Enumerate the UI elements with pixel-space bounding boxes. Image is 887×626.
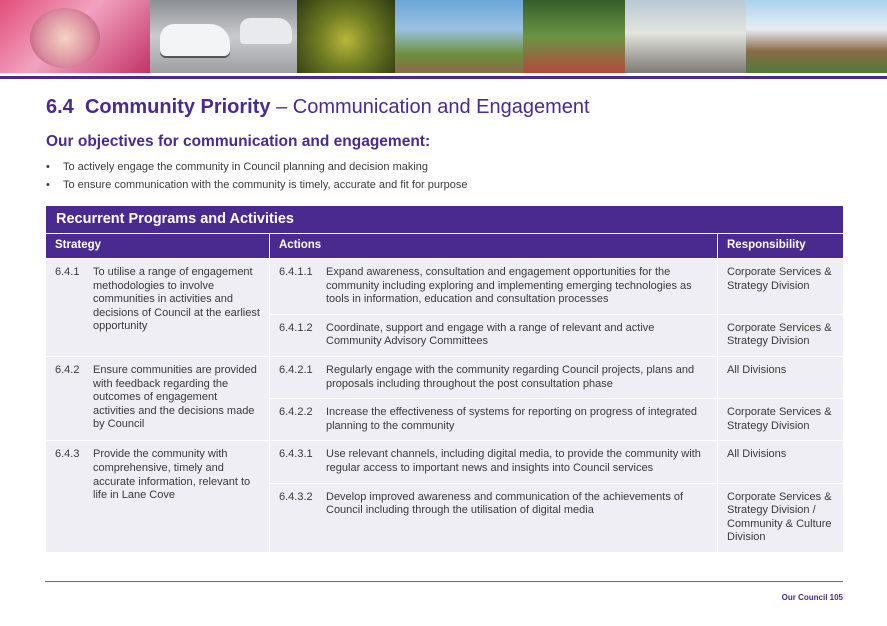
column-header-responsibility: Responsibility [718, 234, 844, 259]
responsibility-cell: Corporate Services & Strategy Division [718, 314, 844, 356]
objective-item: • To actively engage the community in Council planning and decision making [46, 158, 468, 176]
strategy-cell [46, 441, 270, 553]
frog-photo [297, 0, 395, 73]
action-code: 6.4.3.1 [279, 448, 313, 461]
action-cell [270, 259, 718, 315]
table-row [46, 259, 844, 315]
strategy-cell [46, 356, 270, 440]
responsibility-cell: All Divisions [718, 441, 844, 483]
page-footer: Our Council 105 [781, 593, 843, 602]
photo-banner [0, 0, 887, 79]
objectives-title: Our objectives for communication and engagement: [46, 133, 431, 150]
strategy-code: 6.4.3 [55, 448, 80, 461]
strategy-code: 6.4.1 [55, 266, 80, 278]
responsibility-cell: Corporate Services & Strategy Division [718, 399, 844, 441]
action-code: 6.4.1.1 [279, 266, 313, 278]
table-row [46, 441, 844, 483]
strategy-cell [46, 259, 270, 357]
strategy-text: To utilise a range of engagement methodologies to involve communities in activities and decisions of Council at the earliest opportunity [93, 266, 260, 333]
responsibility-cell: All Divisions [718, 356, 844, 398]
page-title [46, 96, 590, 119]
street-shoppers-photo [625, 0, 746, 73]
action-cell [270, 356, 718, 398]
section-priority: Community Priority [84, 96, 271, 118]
action-code: 6.4.2.2 [279, 406, 313, 419]
action-text: Coordinate, support and engage with a range of relevant and active Community Advisory Committees [326, 321, 655, 348]
electric-car-charging-photo [150, 0, 297, 73]
action-code: 6.4.1.2 [279, 321, 313, 334]
action-cell [270, 314, 718, 356]
action-cell [270, 399, 718, 441]
strategy-code: 6.4.2 [55, 363, 80, 376]
column-header-actions: Actions [270, 234, 718, 259]
responsibility-cell: Corporate Services & Strategy Division [718, 259, 844, 315]
objective-item: • To ensure communication with the community is timely, accurate and fit for purpose [46, 176, 468, 194]
plaza-photo [746, 0, 887, 73]
column-header-strategy: Strategy [46, 234, 270, 259]
table-band-title: Recurrent Programs and Activities [46, 206, 844, 234]
action-code: 6.4.2.1 [279, 363, 313, 376]
action-code: 6.4.3.2 [279, 490, 313, 503]
action-text: Use relevant channels, including digital media, to provide the community with regular access to important news and insights into Council services [326, 448, 701, 474]
strategy-text: Ensure communities are provided with feedback regarding the outcomes of engagement activities and the decisions made by Council [93, 363, 257, 431]
action-cell [270, 441, 718, 483]
action-text: Develop improved awareness and communication of the achievements of Council including through the utilisation of digital media [326, 490, 684, 517]
section-topic: – Communication and Engagement [276, 96, 590, 118]
action-text: Increase the effectiveness of systems for reporting on progress of integrated planning to the community [326, 406, 697, 432]
objectives-list [46, 158, 468, 194]
action-cell [270, 483, 718, 552]
playground-photo [395, 0, 523, 73]
action-text: Expand awareness, consultation and engagement opportunities for the community including exploring and implementing emerging technologies as tools in information, education and consultation processes [326, 266, 692, 306]
children-photo [0, 0, 150, 73]
table-row [46, 356, 844, 398]
programs-table [45, 205, 844, 553]
community-garden-photo [523, 0, 625, 73]
action-text: Regularly engage with the community regarding Council projects, plans and proposals including throughout the post consultation phase [326, 363, 695, 390]
section-number: 6.4 [46, 96, 74, 118]
footer-divider [45, 581, 843, 582]
responsibility-cell: Corporate Services & Strategy Division / Community & Culture Division [718, 483, 844, 552]
strategy-text: Provide the community with comprehensive, timely and accurate information, relevant to life in Lane Cove [93, 448, 251, 502]
